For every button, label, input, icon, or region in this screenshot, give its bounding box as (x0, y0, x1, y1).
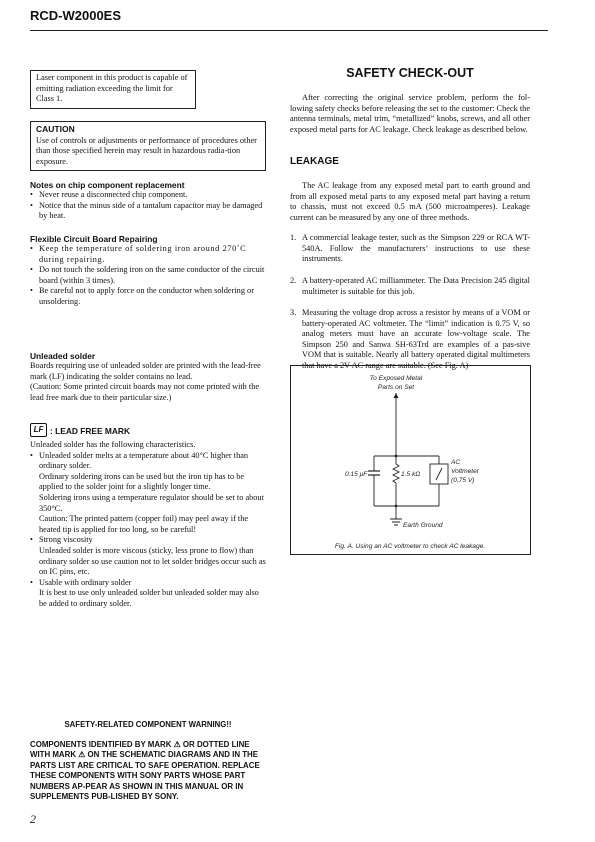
caution-box (30, 121, 266, 171)
flex-board-heading: Flexible Circuit Board Repairing (30, 234, 158, 244)
page-number: 2 (30, 812, 36, 826)
safety-checkout-title: SAFETY CHECK-OUT (346, 66, 474, 80)
unleaded-text: Boards requiring use of unleaded solder are printed with the lead-free mark (LF) indicating the solder contains no lead. (30, 361, 261, 381)
resistor-label: 1.5 kΩ (401, 471, 421, 478)
chip-note-item: • Never reuse a disconnected chip component. (30, 190, 266, 201)
chip-note-item: • Notice that the minus side of a tantalum capacitor may be damaged by heat. (30, 201, 266, 222)
laser-warning-box (30, 70, 196, 109)
lead-free-intro: Unleaded solder has the following characteristics. (30, 440, 196, 449)
lead-free-item-detail: Caution: The printed pattern (copper foil) may peel away if the heated tip is applied for too long, so be careful! (39, 514, 249, 534)
lead-free-item-detail: It is best to use only unleaded solder but unleaded solder may also be added to ordinary solder. (39, 588, 259, 608)
lead-free-item-detail: Ordinary soldering irons can be used but the iron tip has to be applied to the solder joint for a slightly longer time. (39, 471, 245, 492)
flexible-board-repair (30, 234, 266, 308)
lead-free-logo-icon: LF (30, 423, 47, 437)
method-text: A battery-operated AC milliammeter. The Data Precision 245 digital multimeter is suitable for this job. (302, 276, 530, 296)
safety-intro (290, 93, 530, 135)
flex-board-item: • Do not touch the soldering iron on the same conductor of the circuit board (within 3 times). (30, 265, 266, 286)
method-1 (290, 233, 530, 265)
ground-label: Earth Ground (403, 522, 443, 529)
figure-top-label-1: To Exposed Metal (369, 375, 423, 382)
lead-free-item-detail: Unleaded solder is more viscous (sticky, less prone to flow) than ordinary solder so use caution not to let solder bridges occur such as on IC pins, etc. (39, 545, 266, 577)
lead-free-item (30, 578, 266, 610)
lead-free-item-lead: • Usable with ordinary solder (39, 577, 132, 587)
unleaded-heading: Unleaded solder (30, 351, 96, 361)
method-text: A commercial leakage tester, such as the Simpson 229 or RCA WT-540A. Follow the manufacturers’ instructions to use these instruments. (302, 233, 530, 264)
method-number: 1. (290, 233, 297, 242)
flex-board-item: • Keep the temperature of soldering iron around 270˚C during repairing. (30, 244, 266, 265)
lead-free-item-lead: • Unleaded solder melts at a temperature about 40°C higher than ordinary solder. (39, 450, 249, 471)
voltmeter-label-2: Voltmeter (451, 468, 479, 475)
method-3 (290, 308, 530, 372)
unleaded-caution: (Caution: Some printed circuit boards may not come printed with the lead free mark due to their particular size.) (30, 382, 260, 402)
leakage-test-circuit-diagram (291, 366, 530, 554)
method-number: 3. (290, 308, 297, 317)
safety-warning-title: SAFETY-RELATED COMPONENT WARNING!! (64, 720, 232, 729)
lead-free-item (30, 451, 266, 536)
flex-board-item: • Be careful not to apply force on the conductor when soldering or unsoldering. (30, 286, 266, 307)
header-rule (30, 30, 548, 31)
lead-free-section (30, 421, 266, 610)
figure-top-label-2: Parts on Set (377, 384, 415, 391)
safety-warning-body: COMPONENTS IDENTIFIED BY MARK ⚠ OR DOTTED LINE WITH MARK ⚠ ON THE SCHEMATIC DIAGRAMS AND IN THE PARTS LIST ARE CRITICAL TO SAFE OPERATION. REPLACE THESE COMPONENTS WITH SONY PARTS WHOSE PART NUMBERS AP-PEAR AS SHOWN IN THIS MANUAL OR IN SUPPLEMENTS PUB-LISHED BY SONY. (30, 740, 260, 802)
probe-arrow-icon (394, 393, 399, 398)
leakage-text: The AC leakage from any exposed metal part to earth ground and from all exposed metal parts to any exposed metal part having a return to chassis, must not exceed 0.5 mA (500 microamperes). Leakage current can be measured by any one of three methods. (290, 181, 530, 222)
method-number: 2. (290, 276, 297, 285)
method-text: Measuring the voltage drop across a resistor by means of a VOM or battery-operated AC voltmeter. The “limit” indication is 0.75 V, so analog meters must have an accurate low-voltage scale. The Simpson 250 and Sanwa SH-63Trd are examples of a pas-sive VOM that is suitable. Nearly all battery operated digital multimeters that have a 2V AC range are suitable. (See Fig. A) (302, 308, 530, 370)
lead-free-item-lead: • Strong viscosity (39, 535, 93, 545)
lead-free-item (30, 535, 266, 577)
capacitor-label: 0.15 μF (345, 471, 368, 478)
voltmeter-label-3: (0.75 V) (451, 477, 475, 484)
leakage-paragraph (290, 181, 530, 223)
model-number: RCD-W2000ES (30, 8, 122, 23)
voltmeter-label-1: AC (451, 459, 461, 466)
safety-intro-text: After correcting the original service problem, perform the fol-lowing safety checks before releasing the set to the customer: Check the antenna terminals, metal trim, “metallized” knobs, screws, and all other exposed metal parts for AC leakage. Check leakage as described below. (290, 93, 530, 134)
unleaded-solder-section (30, 351, 266, 403)
method-item (290, 308, 530, 372)
chip-component-notes (30, 180, 266, 222)
caution-title: CAUTION (36, 124, 75, 134)
laser-warning-text: Laser component in this product is capable of emitting radiation exceeding the limit for Class 1. (36, 73, 188, 104)
method-item (290, 233, 530, 265)
figure-caption: Fig. A. Using an AC voltmeter to check AC leakage. (334, 543, 486, 550)
lead-free-item-detail: Soldering irons using a temperature regulator should be set to about 350°C. (39, 492, 264, 513)
lead-free-heading: : LEAD FREE MARK (50, 426, 131, 436)
chip-notes-heading: Notes on chip component replacement (30, 180, 185, 190)
caution-text: Use of controls or adjustments or performance of procedures other than those specified herein may result in hazardous radia-tion exposure. (36, 135, 257, 166)
resistor-symbol (393, 464, 399, 483)
method-item (290, 276, 530, 297)
figure-a-box (290, 365, 531, 555)
method-2 (290, 276, 530, 297)
leakage-heading: LEAKAGE (290, 156, 339, 167)
